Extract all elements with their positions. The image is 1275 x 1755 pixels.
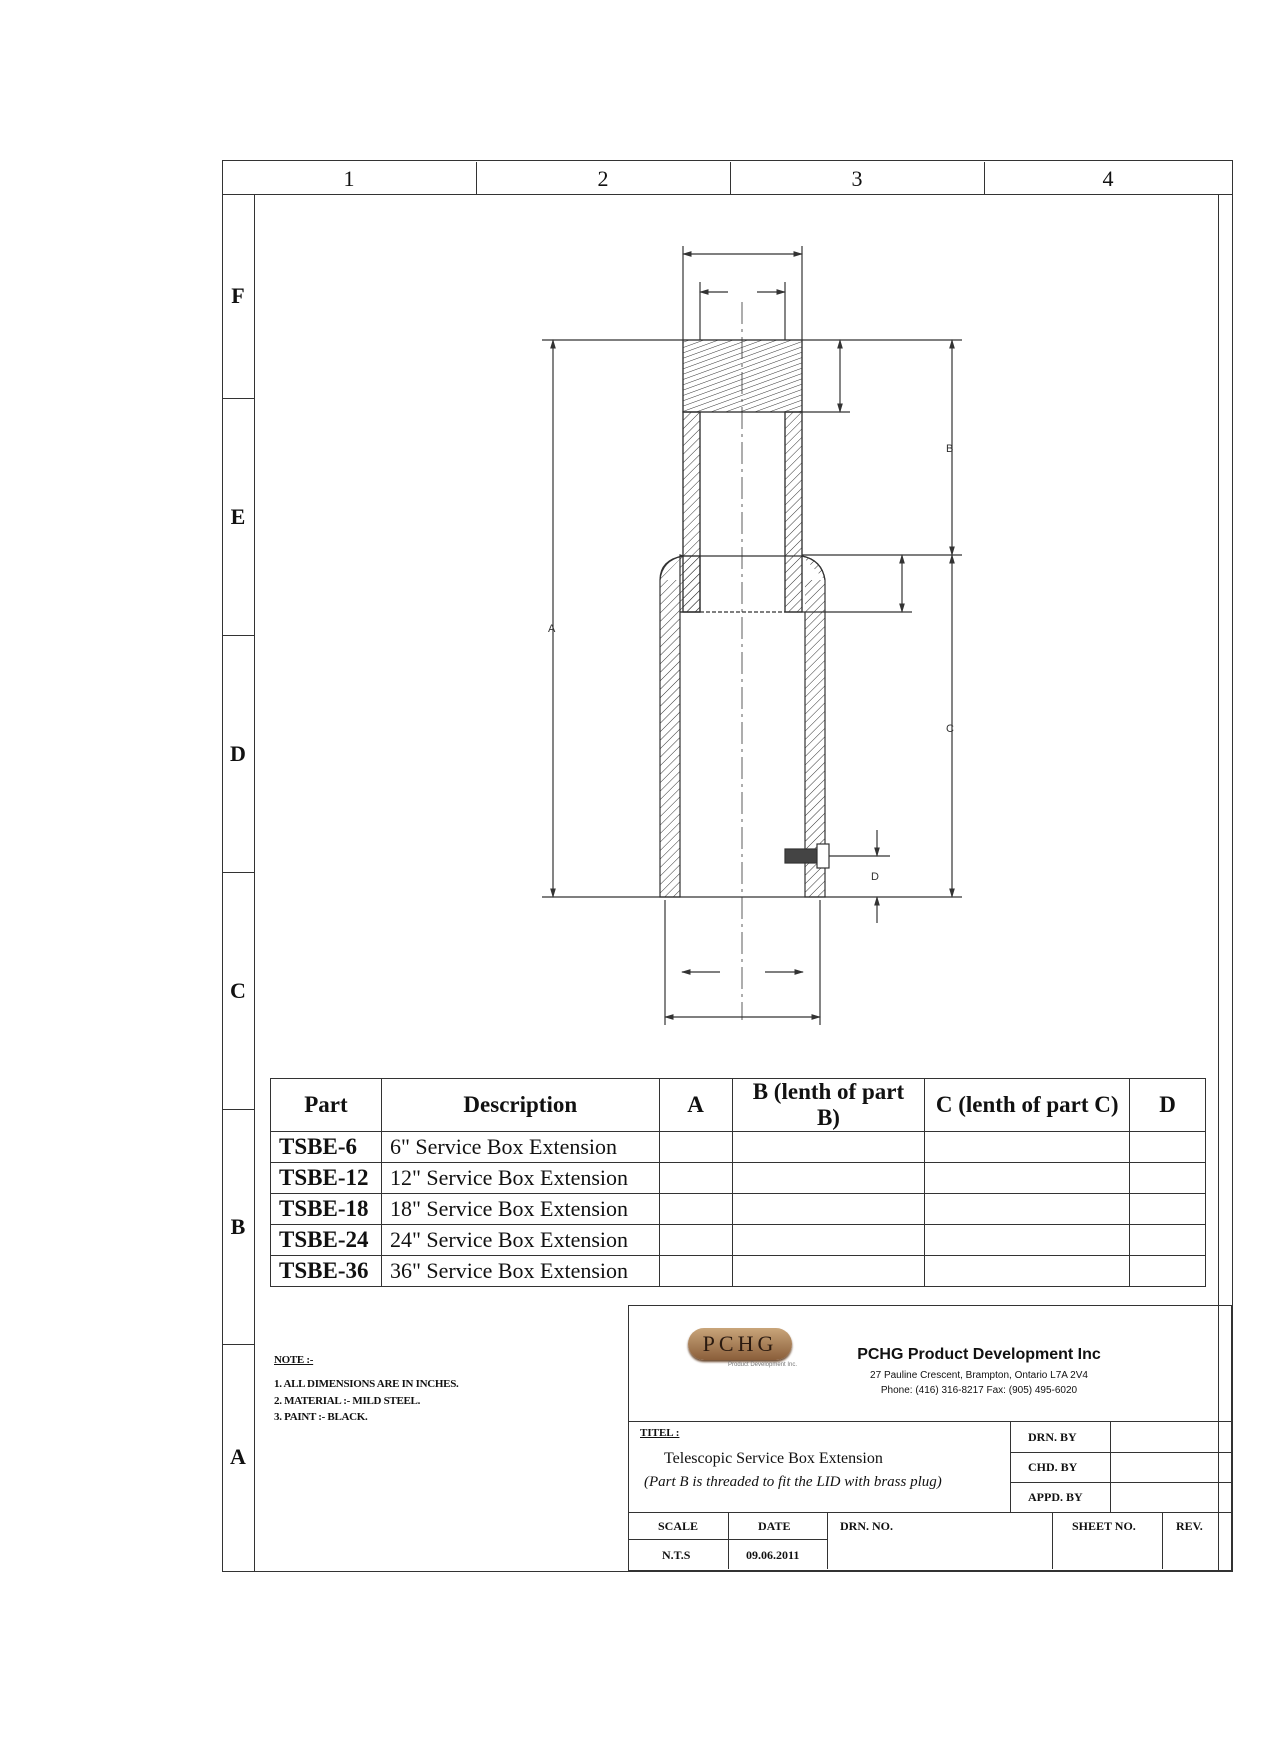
row-ruler-b [222,1110,254,1345]
set-screw-body [785,849,817,863]
title-block-v-2 [1110,1421,1111,1513]
description-cell: 24" Service Box Extension [381,1225,659,1256]
parts-table [270,1078,1206,1287]
part-cell: TSBE-6 [271,1132,382,1163]
notes-heading: NOTE :- [274,1354,314,1366]
table-row [271,1132,1206,1163]
row-label: D [230,741,246,766]
column-label: 3 [851,166,863,191]
part-cell: TSBE-12 [271,1163,382,1194]
drn-no-label: DRN. NO. [840,1519,893,1533]
company-address: 27 Pauline Crescent, Brampton, Ontario L7A 2V4 [870,1370,1088,1381]
drn-by-label: DRN. BY [1028,1430,1077,1444]
title-block-v-5 [1052,1512,1053,1569]
description-cell: 18" Service Box Extension [381,1194,659,1225]
row-label: E [230,504,246,529]
header-b: B (lenth of part B) [732,1079,925,1132]
b-cell [732,1194,925,1225]
a-cell [659,1132,732,1163]
a-cell [659,1225,732,1256]
title-block-v-3 [728,1512,729,1569]
set-screw-head [817,844,829,868]
title-label: TITEL : [640,1427,680,1439]
a-cell [659,1163,732,1194]
sheet-no-label: SHEET NO. [1072,1519,1136,1533]
table-row [271,1194,1206,1225]
title-block-h-1 [1010,1452,1232,1453]
table-header-row [271,1079,1206,1132]
c-cell [925,1225,1130,1256]
logo-subtitle: Product Development Inc. [728,1362,798,1368]
description-cell: 12" Service Box Extension [381,1163,659,1194]
row-ruler-a [222,1345,254,1569]
a-cell [659,1194,732,1225]
c-cell [925,1194,1130,1225]
company-logo [688,1328,792,1360]
drawing-title: Telescopic Service Box Extension [664,1450,883,1467]
header-part: Part [271,1079,382,1132]
header-d: D [1130,1079,1206,1132]
b-cell [732,1132,925,1163]
b-cell [732,1163,925,1194]
dim-b-label: B [946,443,954,455]
date-value: 09.06.2011 [746,1548,800,1562]
title-block-v-1 [1010,1421,1011,1513]
row-label: C [230,978,246,1003]
title-block-h-2 [1010,1482,1232,1483]
column-label: 2 [597,166,609,191]
column-label: 1 [343,166,355,191]
c-cell [925,1163,1130,1194]
description-cell: 36" Service Box Extension [381,1256,659,1287]
scale-value: N.T.S [662,1548,691,1562]
drawing-subtitle: (Part B is threaded to fit the LID with brass plug) [644,1474,942,1490]
part-cell: TSBE-36 [271,1256,382,1287]
note-item: 1. ALL DIMENSIONS ARE IN INCHES. [274,1378,459,1390]
table-row [271,1163,1206,1194]
row-label: A [230,1444,246,1469]
c-cell [925,1132,1130,1163]
header-description: Description [381,1079,659,1132]
appd-by-label: APPD. BY [1028,1490,1083,1504]
title-block-divider-2 [628,1512,1232,1513]
table-row [271,1256,1206,1287]
header-c: C (lenth of part C) [925,1079,1130,1132]
row-label: F [231,283,245,308]
rev-label: REV. [1176,1519,1203,1533]
d-cell [1130,1163,1206,1194]
dim-c-label: C [946,723,954,735]
part-c-left-wall [680,555,700,612]
d-cell [1130,1194,1206,1225]
description-cell: 6" Service Box Extension [381,1132,659,1163]
date-label: DATE [758,1519,791,1533]
b-cell [732,1225,925,1256]
dim-d-label: D [871,871,879,883]
column-label: 4 [1102,166,1114,191]
dim-a-label: A [548,623,556,635]
d-cell [1130,1225,1206,1256]
part-cell: TSBE-24 [271,1225,382,1256]
chd-by-label: CHD. BY [1028,1460,1078,1474]
part-b-right-wall [785,412,802,612]
logo-text: PCHG [702,1331,778,1356]
company-phone: Phone: (416) 316-8217 Fax: (905) 495-6020 [880,1385,1078,1396]
row-label: B [230,1214,246,1239]
title-block-v-4 [827,1512,828,1569]
note-item: 3. PAINT :- BLACK. [274,1411,368,1423]
title-block-v-6 [1162,1512,1163,1569]
d-cell [1130,1256,1206,1287]
d-cell [1130,1132,1206,1163]
scale-label: SCALE [658,1519,699,1533]
part-cell: TSBE-18 [271,1194,382,1225]
header-a: A [659,1079,732,1132]
a-cell [659,1256,732,1287]
company-name: PCHG Product Development Inc [857,1346,1101,1363]
title-block-divider-1 [628,1421,1232,1422]
note-item: 2. MATERIAL :- MILD STEEL. [274,1395,421,1407]
b-cell [732,1256,925,1287]
table-row [271,1225,1206,1256]
thread-section [683,340,802,412]
c-cell [925,1256,1130,1287]
